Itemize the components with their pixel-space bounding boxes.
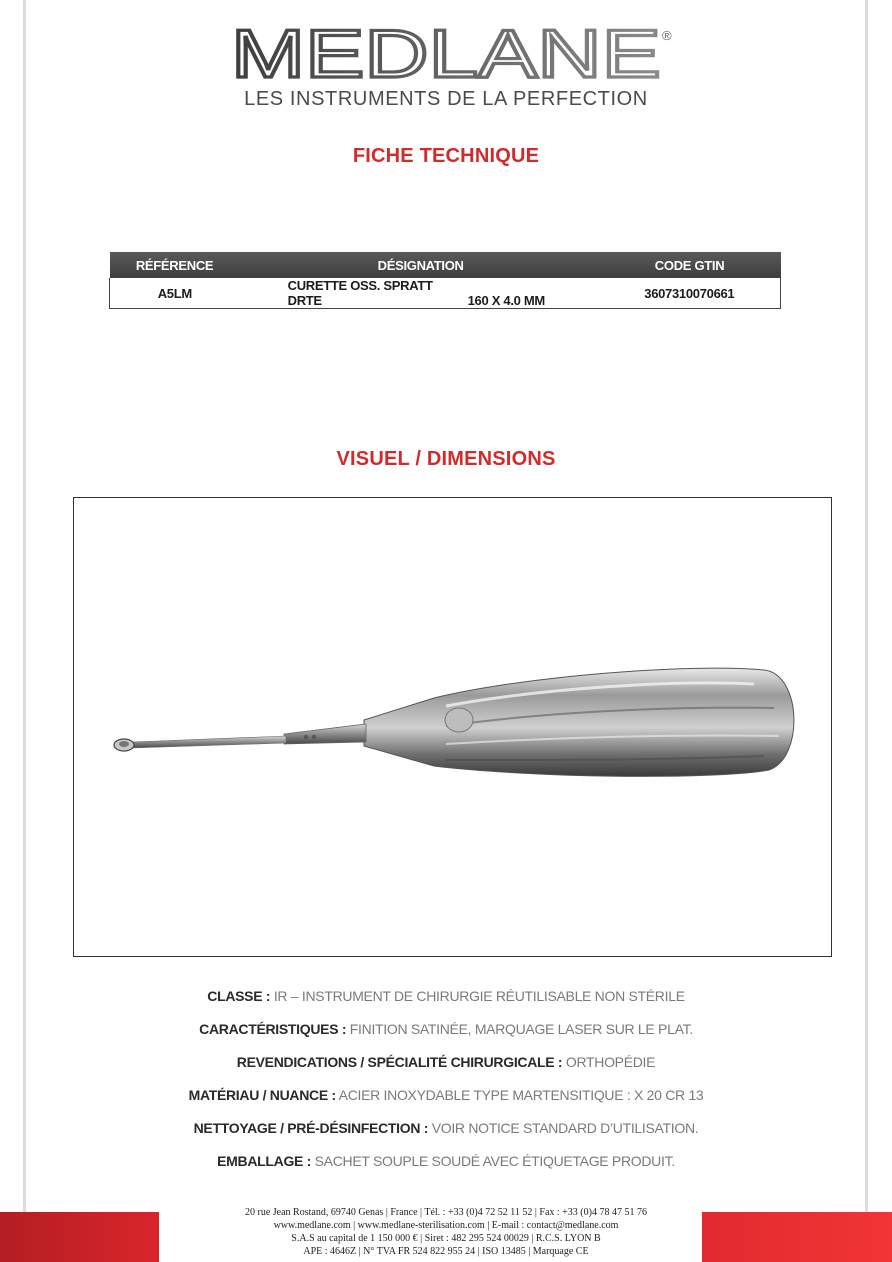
footer-address: 20 rue Jean Rostand, 69740 Genas | France | Tél. : +33 (0)4 72 52 11 52 | Fax : +33 (0)4 78 47 51 76 [245,1207,647,1218]
footer-web: www.medlane.com | www.medlane-sterilisation.com | E-mail : contact@medlane.com [273,1220,619,1231]
footer-bar-right [702,1212,892,1262]
spec-emballage: EMBALLAGE : SACHET SOUPLE SOUDÉ AVEC ÉTIQUETAGE PRODUIT. [217,1153,675,1169]
table-header-row [110,252,781,278]
logo-text: MEDLANE [231,20,661,82]
sheet-title: FICHE TECHNIQUE [352,145,540,167]
brand-tagline: LES INSTRUMENTS DE LA PERFECTION [244,88,648,110]
curette-image [74,498,831,956]
footer-registration: APE : 4646Z | N° TVA FR 524 822 955 24 | ISO 13485 | Marquage CE [303,1246,589,1257]
spec-revendications: REVENDICATIONS / SPÉCIALITÉ CHIRURGICALE : ORTHOPÉDIE [236,1054,656,1070]
registered-mark: ® [662,28,672,43]
visual-title: VISUEL / DIMENSIONS [336,448,556,470]
footer-bar-left [0,1212,159,1262]
header-reference: RÉFÉRENCE [110,252,240,278]
medlane-logo [0,20,892,82]
spec-materiau: MATÉRIAU / NUANCE : ACIER INOXYDABLE TYPE MARTENSITIQUE : X 20 CR 13 [188,1087,704,1103]
header-gtin: CODE GTIN [599,252,781,278]
spec-nettoyage: NETTOYAGE / PRÉ-DÉSINFECTION : VOIR NOTICE STANDARD D’UTILISATION. [193,1120,699,1136]
cell-gtin: 3607310070661 [599,278,781,309]
cell-reference: A5LM [110,278,240,309]
spec-classe: CLASSE : IR – INSTRUMENT DE CHIRURGIE RÉUTILISABLE NON STÉRILE [207,988,685,1004]
header-designation: DÉSIGNATION [240,252,599,278]
table-row [110,278,781,309]
spec-caracteristiques: CARACTÉRISTIQUES : FINITION SATINÉE, MARQUAGE LASER SUR LE PLAT. [199,1021,693,1037]
product-image-frame [73,497,832,957]
reference-table [109,252,781,309]
cell-designation: CURETTE OSS. SPRATT DRTE 160 X 4.0 MM [240,278,599,309]
footer-company: S.A.S au capital de 1 150 000 € | Siret : 482 295 524 00029 | R.C.S. LYON B [291,1233,601,1244]
